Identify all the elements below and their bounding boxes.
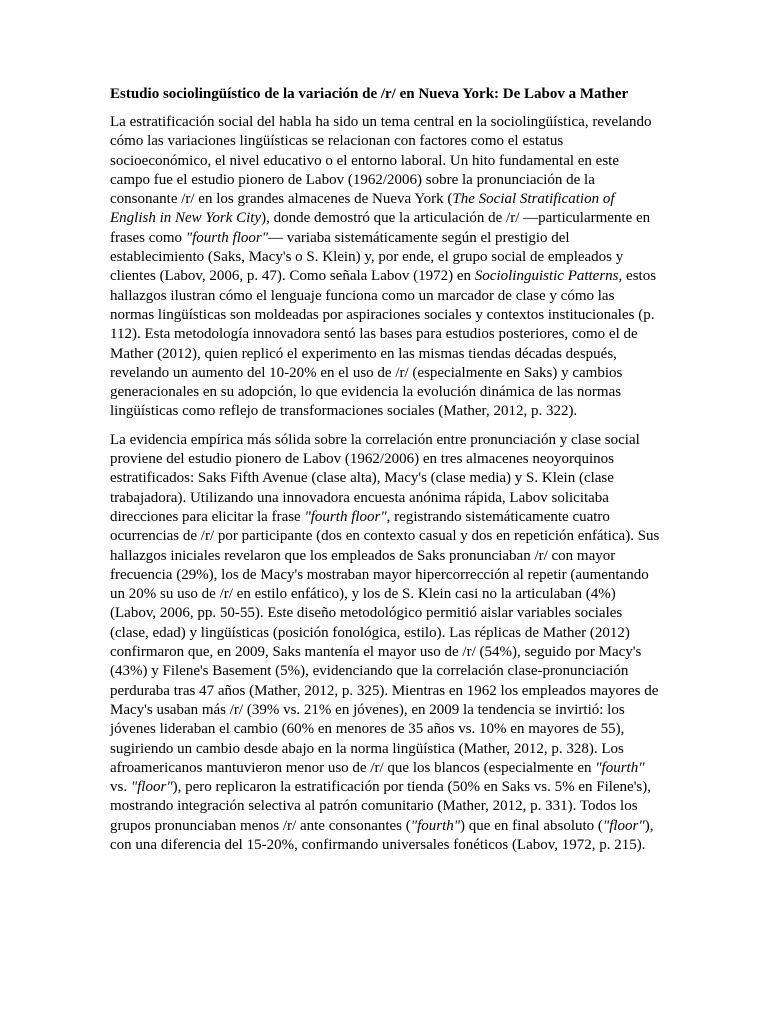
italic-text: "floor" [602, 817, 645, 834]
italic-text: "fourth floor" [304, 508, 387, 525]
italic-text: Sociolinguistic Patterns [474, 268, 619, 285]
text-segment: , estos hallazgos ilustran cómo el lenguaje funciona como un marcador de clase y cómo las normas lingüísticas son moldeadas por aspiraciones sociales y contextos institucionales (p. 112). Esta metodología innovadora sentó las bases para estudios posteriores, como el de Mather (2012), quien replicó el experimento en las mismas tiendas décadas después, revelando un aumento del 10-20% en el uso de /r/ (especialmente en Saks) y cambios generacionales en su adopción, lo que evidencia la evolución dinámica de las normas lingüísticas como reflejo de transformaciones sociales (Mather, 2012, p. 322). [110, 268, 657, 420]
italic-text: "floor" [130, 779, 173, 796]
text-segment: ), pero replicaron la estratificación por tienda (50% en Saks vs. 5% en Filene's), mostrando integración selectiva al patrón comunitario (Mather, 2012, p. 331). Todos los grupos pronunciaban menos /r/ ante consonantes ( [110, 779, 651, 834]
italic-text: "fourth" [410, 817, 461, 834]
text-segment: ) que en final absoluto ( [460, 817, 603, 834]
italic-text: "fourth" [595, 759, 645, 776]
document-body [110, 113, 660, 855]
italic-text: "fourth floor" [185, 229, 269, 246]
text-segment: ), donde demostró que la articulación de /r/ —particularmente en frases como [110, 210, 651, 246]
text-segment: La estratificación social del habla ha sido un tema central en la sociolingüística, revelando cómo las variaciones lingüísticas se relacionan con factores como el estatus socioeconómico, el nivel educativo o el entorno laboral. Un hito fundamental en este campo fue el estudio pionero de Labov (1962/2006) sobre la pronunciación de la consonante /r/ en los grandes almacenes de Nueva York ( [110, 114, 652, 208]
document-title: Estudio sociolingüístico de la variación de /r/ en Nueva York: De Labov a Mather [110, 86, 629, 102]
text-segment: La evidencia empírica más sólida sobre la correlación entre pronunciación y clase social proviene del estudio pionero de Labov (1962/2006) en tres almacenes neoyorquinos estratificados: Saks Fifth Avenue (clase alta), Macy's (clase media) y S. Klein (clase trabajadora). Utilizando una innovadora encuesta anónima rápida, Labov solicitaba direcciones para elicitar la frase [110, 431, 640, 525]
text-segment: — variaba sistemáticamente según el prestigio del establecimiento (Saks, Macy's o S. Klein) y, por ende, el grupo social de empleados y clientes (Labov, 2006, p. 47). Como señala Labov (1972) en [110, 229, 624, 285]
paragraph-1 [110, 113, 660, 422]
paragraph-2 [110, 431, 660, 856]
text-segment: , registrando sistemáticamente cuatro ocurrencias de /r/ por participante (dos en contexto casual y dos en repetición enfática). Sus hallazgos iniciales revelaron que los empleados de Saks pronunciaban /r/ con mayor frecuencia (29%), los de Macy's mostraban mayor hipercorrección al repetir (aumentando un 20% su uso de /r/ en estilo enfático), y los de S. Klein casi no la articulaban (4%) (Labov, 2006, pp. 50-55). Este diseño metodológico permitió aislar variables sociales (clase, edad) y lingüísticas (posición fonológica, estilo). Las réplicas de Mather (2012) confirmaron que, en 2009, Saks mantenía el mayor uso de /r/ (54%), seguido por Macy's (43%) y Filene's Basement (5%), evidenciando que la correlación clase-pronunciación perduraba tras 47 años (Mather, 2012, p. 325). Mientras en 1962 los empleados mayores de Macy's usaban más /r/ (39% vs. 21% en jóvenes), en 2009 la tendencia se invirtió: los jóvenes lideraban el cambio (60% en menores de 35 años vs. 10% en mayores de 55), sugiriendo un cambio desde abajo en la norma lingüística (Mather, 2012, p. 328). Los afroamericanos mantuvieron menor uso de /r/ que los blancos (especialmente en [110, 508, 660, 776]
document-page [110, 84, 660, 864]
italic-text: The Social Stratification of English in New York City [110, 191, 615, 227]
text-segment: vs. [110, 779, 131, 796]
text-segment: ), con una diferencia del 15-20%, confirmando universales fonéticos (Labov, 1972, p. 215). [110, 817, 654, 853]
